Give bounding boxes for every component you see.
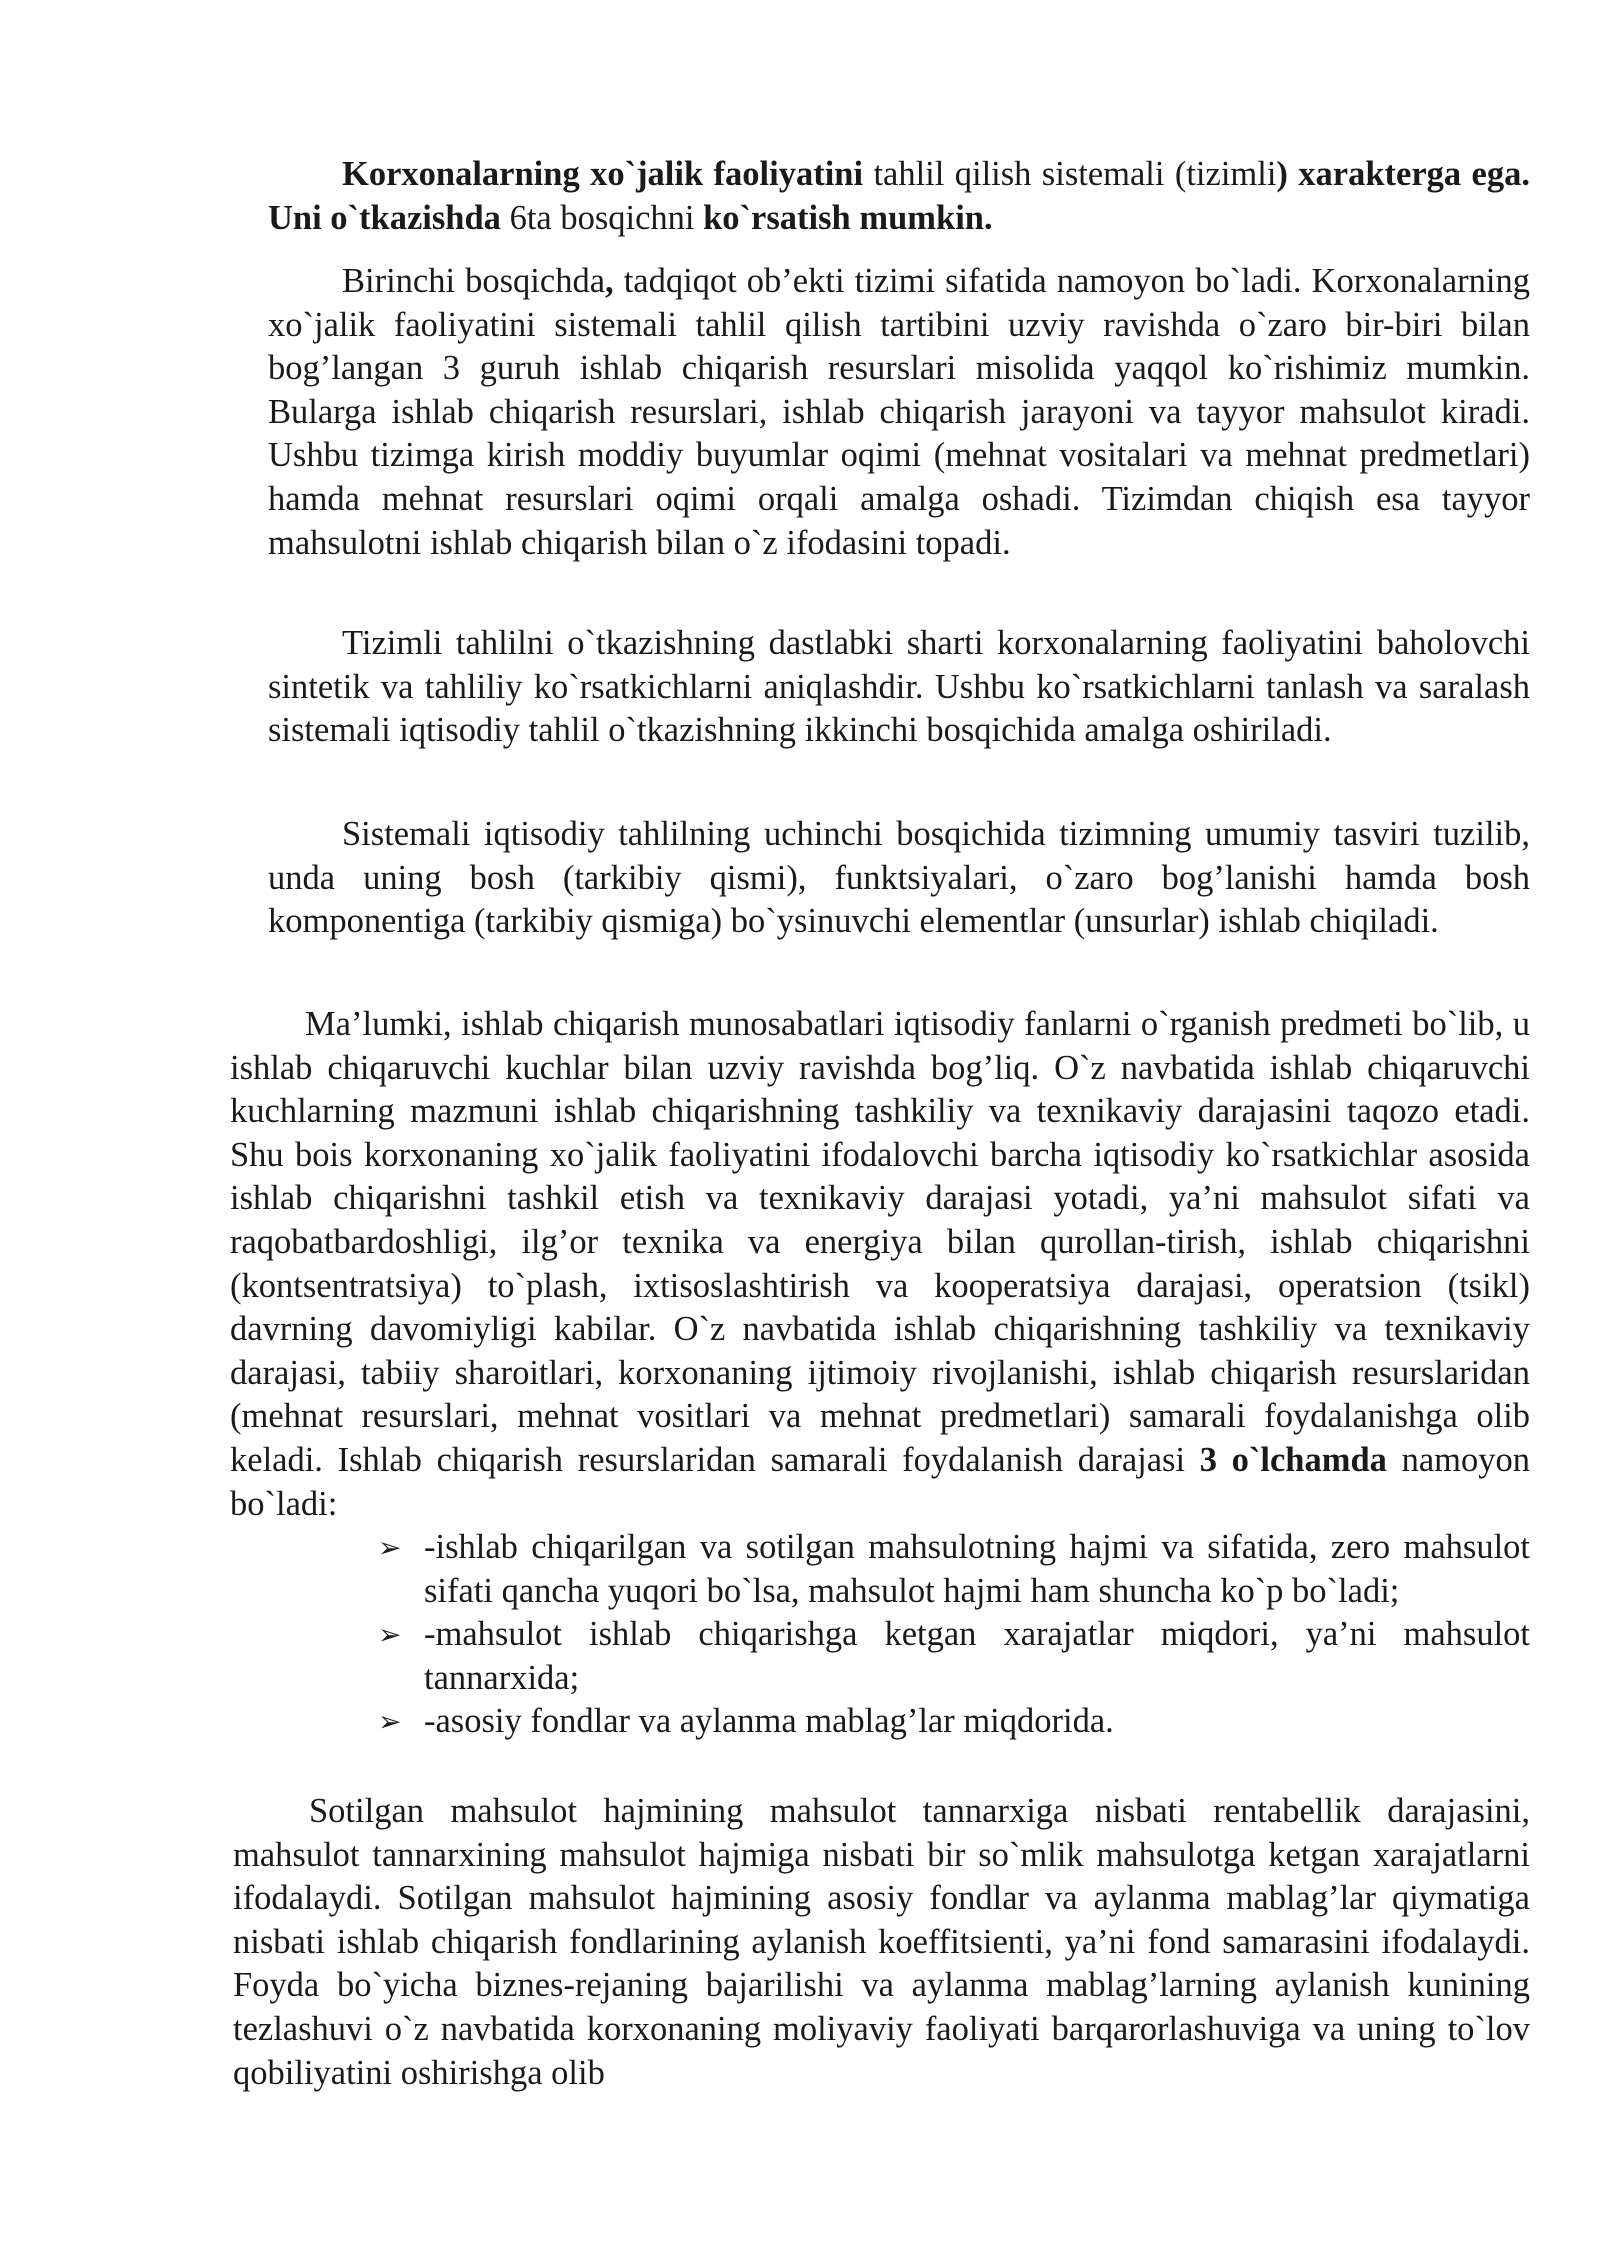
text-span: tahlil qilish sistemali (tizimli (863, 155, 1277, 193)
arrowhead-bullet-icon: ➢ (378, 1531, 402, 1564)
text-span: 6ta bosqichni (500, 198, 704, 237)
list-item-text: -ishlab chiqarilgan va sotilgan mahsulotning hajmi va sifatida, zero mahsulot sifati qancha yuqori bo`lsa, mahsulot hajmi ham shuncha ko`p bo`ladi; (424, 1528, 1530, 1610)
arrowhead-bullet-icon: ➢ (378, 1705, 402, 1739)
paragraph-production-relations (230, 1003, 1530, 1526)
bold-span: ) xarakterga ega. Uni o`tkazishda (268, 155, 1530, 237)
list-item (378, 1526, 1530, 1613)
list-item (378, 1700, 1530, 1744)
text-span: namoyon bo`ladi: (230, 1440, 1531, 1523)
text-span: tadqiqot ob’ekti tizimi sifatida namoyon bo`ladi. Korxonalarning xo`jalik faoliyatini sistemali tahlil qilish tartibini uzviy ravishda o`zaro bir-biri bilan bog’langan 3 guruh ishlab chiqarish resurslari misolida yaqqol ko`rishimiz mumkin. Bularga ishlab chiqarish resurslari, ishlab chiqarish jarayoni va tayyor mahsulot kiradi. Ushbu tizimga kirish moddiy buyumlar oqimi (mehnat vositalari va mehnat predmetlari) hamda mehnat resurslari oqimi orqali amalga oshadi. Tizimdan chiqish esa tayyor mahsulotni ishlab chiqarish bilan o`z ifodasini topadi. (268, 262, 1530, 562)
arrowhead-bullet-icon: ➢ (378, 1618, 402, 1652)
bold-span: ko`rsatish mumkin. (703, 198, 993, 237)
paragraph-stage-one (268, 260, 1530, 565)
bold-span: 3 o`lchamda (1199, 1440, 1387, 1479)
text-span: Birinchi bosqichda (342, 262, 606, 300)
list-item-text: -mahsulot ishlab chiqarishga ketgan xarajatlar miqdori, ya’ni mahsulot tannarxida; (424, 1615, 1530, 1697)
list-item-text: -asosiy fondlar va aylanma mablag’lar miqdorida. (424, 1702, 1114, 1741)
paragraph-stage-two: Tizimli tahlilni o`tkazishning dastlabki sharti korxonalarning faoliyatini baholovchi sintetik va tahliliy ko`rsatkichlarni aniqlashdir. Ushbu ko`rsatkichlarni tanlash va saralash sistemali iqtisodiy tahlil o`tkazishning ikkinchi bosqichida amalga oshiriladi. (268, 624, 1530, 750)
paragraph-intro (268, 153, 1530, 240)
bold-span: Korxonalarning xo`jalik faoliyatini (342, 155, 864, 193)
list-item (378, 1613, 1530, 1700)
paragraph-ratios: Sotilgan mahsulot hajmining mahsulot tannarxiga nisbati rentabellik darajasini, mahsulot tannarxining mahsulot hajmiga nisbati bir so`mlik mahsulotga ketgan xarajatlarni ifodalaydi. Sotilgan mahsulot hajmining asosiy fondlar va aylanma mablag’lar qiymatiga nisbati ishlab chiqarish fondlarining aylanish koeffitsienti, ya’ni fond samarasini ifodalaydi. Foyda bo`yicha biznes-rejaning bajarilishi va aylanma mablag’larning aylanish kunining tezlashuvi o`z navbatida korxonaning moliyaviy faoliyati barqarorlashuviga va uning to`lov qobiliyatini oshirishga olib (233, 1792, 1530, 2092)
text-span: Ma’lumki, ishlab chiqarish munosabatlari iqtisodiy fanlarni o`rganish predmeti bo`lib, u ishlab chiqaruvchi kuchlar bilan uzviy ravishda bog’liq. O`z navbatida ishlab chiqaruvchi kuchlarning mazmuni ishlab chiqarishning tashkiliy va texnikaviy darajasini taqozo etadi. Shu bois korxonaning xo`jalik faoliyatini ifodalovchi barcha iqtisodiy ko`rsatkichlar asosida ishlab chiqarishni tashkil etish va texnikaviy darajasi yotadi, ya’ni mahsulot sifati va raqobatbardoshligi, ilg’or texnika va energiya bilan qurollan-tirish, ishlab chiqarishni (kontsentratsiya) to`plash, ixtisoslashtirish va kooperatsiya darajasi, operatsion (tsikl) davrning davomiyligi kabilar. O`z navbatida ishlab chiqarishning tashkiliy va texnikaviy darajasi, tabiiy sharoitlari, korxonaning ijtimoiy rivojlanishi, ishlab chiqarish resurslaridan (mehnat resurslari, mehnat vositlari va mehnat predmetlari) samarali foydalanishga olib keladi. Ishlab chiqarish resurslaridan samarali foydalanish darajasi (230, 1005, 1530, 1479)
bullet-list (378, 1526, 1530, 1744)
bold-span: , (605, 262, 614, 300)
paragraph-stage-three: Sistemali iqtisodiy tahlilning uchinchi bosqichida tizimning umumiy tasviri tuzilib, unda uning bosh (tarkibiy qismi), funktsiyalari, o`zaro bog’lanishi hamda bosh komponentiga (tarkibiy qismiga) bo`ysinuvchi elementlar (unsurlar) ishlab chiqiladi. (268, 815, 1530, 941)
